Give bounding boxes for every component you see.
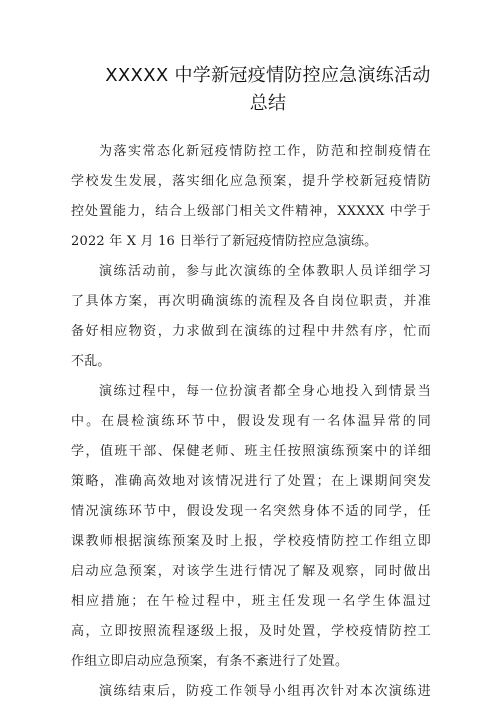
body-text-line: 课教师根据演练预案及时上报，学校疫情防控工作组立即	[71, 534, 431, 549]
body-text-line: 情况演练环节中，假设发现一名突然身体不适的同学，任	[71, 504, 431, 519]
body-text-line: 演练过程中，每一位扮演者都全身心地投入到情景当	[99, 384, 431, 399]
body-text-line: 策略，准确高效地对该情况进行了处置；在上课期间突发	[71, 474, 431, 489]
body-text-line: 控处置能力，结合上级部门相关文件精神，XXXXX 中学于	[71, 204, 431, 219]
body-text-line: 为落实常态化新冠疫情防控工作，防范和控制疫情在	[99, 144, 431, 159]
body-text-line: 2022 年 X 月 16 日举行了新冠疫情防控应急演练。	[71, 234, 378, 249]
body-text-line: 了具体方案，再次明确演练的流程及各自岗位职责，并准	[71, 294, 431, 309]
body-text-line: 学校发生发展，落实细化应急预案，提升学校新冠疫情防	[71, 174, 431, 189]
body-text-line: 相应措施；在午检过程中，班主任发现一名学生体温过	[71, 594, 431, 609]
body-text-line: 不乱。	[71, 354, 111, 369]
body-text-line: 学，值班干部、保健老师、班主任按照演练预案中的详细	[71, 444, 431, 459]
body-text-line: 演练活动前，参与此次演练的全体教职人员详细学习	[99, 264, 431, 279]
document-body	[71, 137, 431, 707]
body-text-line: 备好相应物资，力求做到在演练的过程中井然有序，忙而	[71, 324, 431, 339]
document-title	[98, 62, 438, 118]
title-line-1: XXXXX 中学新冠疫情防控应急演练活动	[105, 65, 431, 86]
body-text-line: 作组立即启动应急预案，有条不紊进行了处置。	[71, 654, 349, 669]
title-line-2: 总结	[249, 93, 287, 114]
body-text-line: 启动应急预案，对该学生进行情况了解及观察，同时做出	[71, 564, 431, 579]
body-text-line: 高，立即按照流程逐级上报，及时处置，学校疫情防控工	[71, 624, 431, 639]
body-text-line: 中。在晨检演练环节中，假设发现有一名体温异常的同	[71, 414, 431, 429]
body-text-line: 演练结束后，防疫工作领导小组再次针对本次演练进	[99, 684, 431, 699]
